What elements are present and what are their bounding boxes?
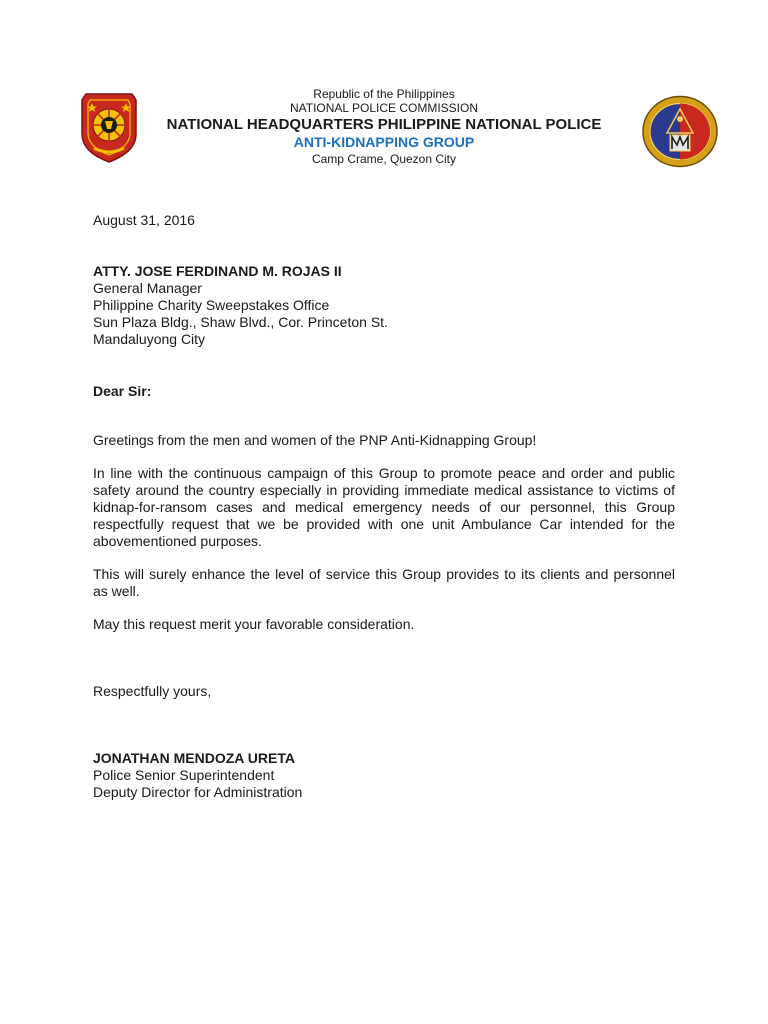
letter-date: August 31, 2016 (93, 212, 195, 228)
signer-position: Deputy Director for Administration (93, 784, 303, 800)
consideration-paragraph: May this request merit your favorable consideration. (93, 616, 415, 632)
recipient-address-line1: Sun Plaza Bldg., Shaw Blvd., Cor. Princeton St. (93, 314, 388, 330)
republic-line: Republic of the Philippines (313, 87, 455, 101)
akg-seal-icon (641, 95, 719, 168)
signer-rank: Police Senior Superintendent (93, 767, 275, 783)
letterhead (0, 0, 768, 175)
headquarters-line: NATIONAL HEADQUARTERS PHILIPPINE NATIONAL POLICE (166, 116, 602, 133)
recipient-name: ATTY. JOSE FERDINAND M. ROJAS II (93, 263, 342, 279)
office-address: Camp Crame, Quezon City (311, 152, 457, 166)
recipient-address-line2: Mandaluyong City (93, 331, 206, 347)
greeting-paragraph: Greetings from the men and women of the PNP Anti-Kidnapping Group! (93, 432, 537, 448)
unit-name: ANTI-KIDNAPPING GROUP (293, 134, 475, 150)
signer-name: JONATHAN MENDOZA URETA (93, 750, 295, 766)
signature-block (93, 750, 302, 801)
request-paragraph: In line with the continuous campaign of this Group to promote peace and order and public safety around the country especially in providing immediate medical assistance to victims of kidnap-for-ransom cases and medical emergency needs of our personnel, this Group respectfully request that we be provided with one unit Ambulance Car intended for the abovementioned purposes. (93, 465, 675, 549)
commission-line: NATIONAL POLICE COMMISSION (289, 101, 479, 115)
salutation: Dear Sir: (93, 383, 152, 399)
recipient-block (93, 263, 388, 348)
recipient-title: General Manager (93, 280, 202, 296)
benefit-paragraph: This will surely enhance the level of service this Group provides to its clients and personnel as well. (93, 566, 675, 599)
recipient-office: Philippine Charity Sweepstakes Office (93, 297, 330, 313)
complimentary-close: Respectfully yours, (93, 683, 212, 699)
